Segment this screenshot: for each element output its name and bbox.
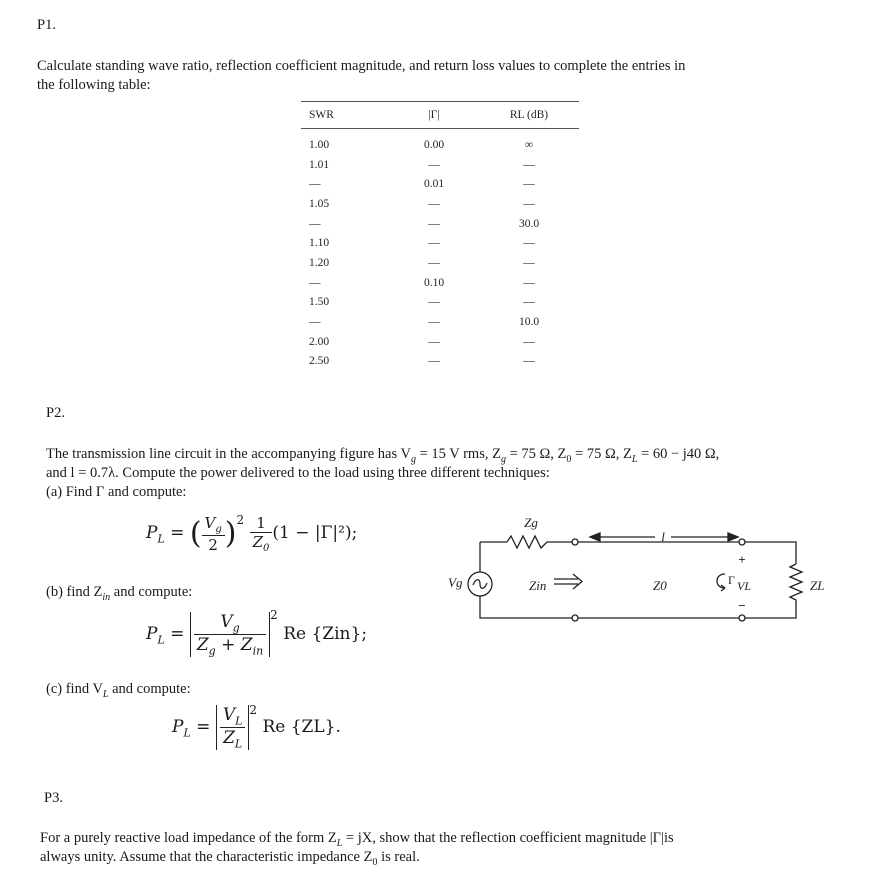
header-rl: RL (dB) [479, 102, 579, 129]
p2-text-line-1: The transmission line circuit in the accompanying figure has $V_g = 15$ V rms, $Z_g = 75$ Ω, $Z_0 = 75$ Ω, $Z_L = 60 - j40$ Ω, [46, 446, 720, 465]
p2-text-line-1-b: = 15 V rms, Z [419, 446, 501, 462]
reflection-arrow-icon [717, 574, 725, 591]
p2-part-b-a: (b) find Z [46, 584, 103, 600]
cell-rl: — [523, 276, 535, 289]
p2-part-b-b: and compute: [113, 584, 193, 600]
p1-heading: P1. [37, 17, 56, 33]
table-row [301, 312, 579, 332]
p1-text-line-2: the following table: [37, 77, 151, 93]
cell-swr: 1.10 [309, 237, 330, 250]
p2-part-c: (c) find $V_L$ and compute: [46, 681, 191, 700]
line-bottom-conductor [575, 604, 796, 618]
table-row [301, 233, 579, 253]
cell-rl: — [523, 197, 535, 210]
cell-gamma: — [428, 316, 440, 329]
zg-resistor [507, 536, 547, 548]
cell-gamma: 0.00 [423, 138, 445, 151]
p2-text-line-1-a: The transmission line circuit in the accompanying figure has V [46, 446, 411, 462]
cell-gamma: 0.01 [423, 178, 445, 191]
p3-text-line-1-b: = jX, show that the reflection coefficient magnitude |Γ|is [345, 830, 674, 846]
line-top-conductor [575, 542, 796, 564]
plus-label: + [738, 552, 746, 567]
cell-gamma: 0.10 [423, 276, 445, 289]
zl-label: ZL [810, 578, 825, 593]
cell-swr: — [309, 276, 321, 289]
p2-part-c-a: (c) find V [46, 681, 103, 697]
cell-gamma: — [428, 335, 440, 348]
cell-rl: 10.0 [518, 316, 540, 329]
cell-swr: 1.00 [309, 138, 330, 151]
z0-label: Z0 [653, 578, 667, 593]
equation-a-tail: (1 − |Γ|²); [272, 523, 358, 543]
cell-swr: 2.00 [309, 335, 330, 348]
input-terminal-bottom [572, 615, 578, 621]
input-terminal-top [572, 539, 578, 545]
gamma-label: Γ [728, 573, 735, 587]
header-swr: SWR [301, 102, 389, 129]
table-row [301, 194, 579, 214]
p2-part-a: (a) Find Γ and compute: [46, 484, 187, 500]
cell-rl: — [523, 296, 535, 309]
zg-label: Zg [524, 515, 538, 530]
equation-b-tail: Re {Zin}; [283, 624, 368, 644]
table-row [301, 155, 579, 175]
cell-swr: — [309, 178, 321, 191]
source-bottom-wire [480, 596, 575, 618]
cell-swr: 1.50 [309, 296, 330, 309]
cell-gamma: — [428, 197, 440, 210]
swr-table [301, 101, 579, 371]
cell-rl: — [523, 158, 535, 171]
table-row [301, 129, 579, 155]
vg-label: Vg [448, 575, 463, 590]
cell-gamma: — [428, 158, 440, 171]
cell-rl: ∞ [524, 138, 534, 151]
header-gamma: |Γ| [389, 102, 479, 129]
cell-gamma: — [428, 296, 440, 309]
cell-swr: — [309, 217, 321, 230]
table-row [301, 273, 579, 293]
p2-text-line-1-e: = 60 − j40 Ω, [641, 446, 720, 462]
transmission-line-circuit [440, 512, 840, 632]
p2-part-c-b: and compute: [112, 681, 191, 697]
p2-text-line-1-c: = 75 Ω, Z [509, 446, 567, 462]
zin-arrow-icon [554, 574, 582, 589]
zl-resistor [790, 564, 802, 604]
cell-gamma: — [428, 217, 440, 230]
equation-a: $P_L$ = ( $\frac{V_g}{2}$ )$^2$ $\frac{1}{Z_0}$ (1 − |Γ|²); [146, 513, 358, 554]
p2-text-line-1-d: = 75 Ω, Z [575, 446, 632, 462]
table-row [301, 253, 579, 273]
p3-heading: P3. [44, 790, 63, 806]
table-row [301, 174, 579, 194]
cell-swr: 1.20 [309, 256, 330, 269]
cell-gamma: — [428, 237, 440, 250]
cell-rl: — [523, 256, 535, 269]
cell-rl: — [523, 335, 535, 348]
p3-text-line-1-a: For a purely reactive load impedance of the form Z [40, 830, 337, 846]
table-row [301, 214, 579, 234]
p1-text-line-1: Calculate standing wave ratio, reflection coefficient magnitude, and return loss values to complete the entries in [37, 58, 686, 74]
cell-swr: 2.50 [309, 355, 330, 368]
load-terminal-top [739, 539, 745, 545]
load-terminal-bottom [739, 615, 745, 621]
p3-text-line-2-b: is real. [381, 849, 420, 865]
cell-rl: 30.0 [518, 217, 540, 230]
vl-label: VL [737, 579, 752, 593]
cell-swr: — [309, 316, 321, 329]
p3-text-line-2-a: always unity. Assume that the characteristic impedance Z [40, 849, 373, 865]
cell-rl: — [523, 178, 535, 191]
p2-heading: P2. [46, 405, 65, 421]
table-row [301, 293, 579, 313]
length-label: l [661, 529, 665, 544]
cell-swr: 1.01 [309, 158, 330, 171]
p2-part-b: (b) find $Z_{in}$ and compute: [46, 584, 193, 603]
p3-text-line-2: always unity. Assume that the characteristic impedance $Z_0$ is real. [40, 849, 420, 868]
table-row [301, 352, 579, 372]
cell-gamma: — [428, 256, 440, 269]
equation-c: $P_L$ = $\frac{V_L}{Z_L}$ $^2$ Re {ZL}. [172, 703, 341, 751]
table-row [301, 332, 579, 352]
zin-label: Zin [529, 578, 547, 593]
p2-text-line-2: and l = 0.7λ. Compute the power delivered to the load using three different techniques: [46, 465, 550, 481]
equation-c-tail: Re {ZL}. [262, 717, 341, 737]
table-header-row [301, 102, 579, 129]
p3-text-line-1: For a purely reactive load impedance of the form $Z_L$ = jX, show that the reflection coefficient magnitude |Γ|is [40, 830, 674, 849]
cell-gamma: — [428, 355, 440, 368]
minus-label: − [738, 598, 746, 613]
cell-rl: — [523, 237, 535, 250]
cell-swr: 1.05 [309, 197, 330, 210]
equation-b: $P_L$ = $\frac{V_g}{Z_g + Z_{in}}$ $^2$ Re {Zin}; [146, 608, 368, 658]
cell-rl: — [523, 355, 535, 368]
